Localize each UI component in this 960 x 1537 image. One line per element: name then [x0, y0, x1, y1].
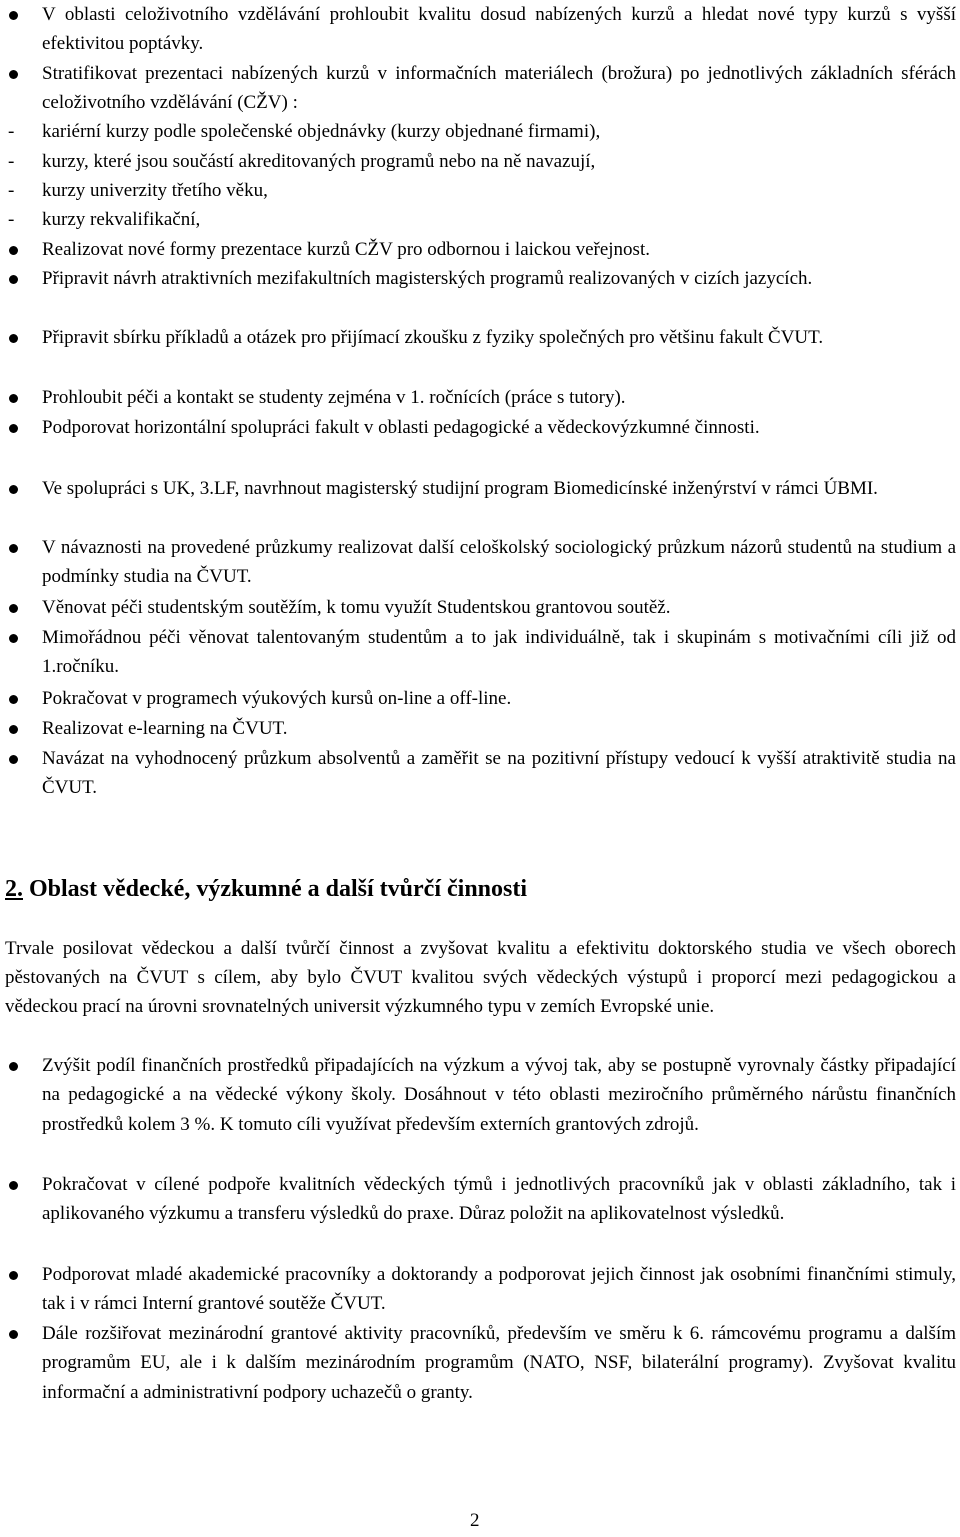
sub-list-item: [8, 117, 948, 146]
list-item: Pokračovat v cílené podpoře kvalitních vědeckých týmů i jednotlivých pracovníků jak v oblasti základního, tak i aplikovaného výzkumu a transferu výsledků do praxe. Důraz položit na aplikovatelnost výsledků.: [42, 1170, 956, 1229]
dash-marker: -: [8, 121, 15, 142]
sub-list-item-text: kurzy rekvalifikační,: [42, 209, 201, 230]
list-item: V návaznosti na provedené průzkumy realizovat další celoškolský sociologický průzkum názorů studentů na studium a podmínky studia na ČVUT.: [42, 533, 956, 592]
list-item: Podporovat horizontální spolupráci fakult v oblasti pedagogické a vědeckovýzkumné činnosti.: [42, 413, 956, 442]
list-item: Pokračovat v programech výukových kursů on-line a off-line.: [42, 684, 956, 713]
sub-list-item-text: kurzy univerzity třetího věku,: [42, 180, 268, 201]
sub-list-item: [8, 147, 948, 176]
list-item: Realizovat e-learning na ČVUT.: [42, 714, 956, 743]
sub-list-item-text: kurzy, které jsou součástí akreditovaných programů nebo na ně navazují,: [42, 151, 596, 172]
list-item: Ve spolupráci s UK, 3.LF, navrhnout magisterský studijní program Biomedicínské inženýrství v rámci ÚBMI.: [42, 474, 956, 503]
dash-marker: -: [8, 180, 15, 201]
dash-marker: -: [8, 151, 15, 172]
section-heading: [5, 869, 527, 909]
list-item: Zvýšit podíl finančních prostředků připadajících na výzkum a vývoj tak, aby se postupně vyrovnaly částky připadající na pedagogické a na vědecké výkony školy. Dosáhnout v této oblasti meziročního průměrného nárůstu finančních prostředků kolem 3 %. K tomuto cíli využívat především externích grantových zdrojů.: [42, 1051, 956, 1139]
list-item: Realizovat nové formy prezentace kurzů CŽV pro odbornou i laickou veřejnost.: [42, 235, 956, 264]
section-number: 2.: [5, 876, 23, 902]
list-item: V oblasti celoživotního vzdělávání prohloubit kvalitu dosud nabízených kurzů a hledat nové typy kurzů s vyšší efektivitou poptávky.: [42, 0, 956, 59]
list-item: Věnovat péči studentským soutěžím, k tomu využít Studentskou grantovou soutěž.: [42, 593, 956, 622]
section-title: Oblast vědecké, výzkumné a další tvůrčí činnosti: [23, 876, 528, 902]
list-item: Prohloubit péči a kontakt se studenty zejména v 1. ročnících (práce s tutory).: [42, 383, 956, 412]
sub-list-item: [8, 176, 948, 205]
list-item: Připravit sbírku příkladů a otázek pro přijímací zkoušku z fyziky společných pro většinu fakult ČVUT.: [42, 323, 956, 352]
list-item: Podporovat mladé akademické pracovníky a doktorandy a podporovat jejich činnost jak osobními finančními stimuly, tak i v rámci Interní grantové soutěže ČVUT.: [42, 1260, 956, 1319]
sub-list-item: [8, 205, 948, 234]
section-intro: Trvale posilovat vědeckou a další tvůrčí činnost a zvyšovat kvalitu a efektivitu doktorského studia ve všech oborech pěstovaných na ČVUT s cílem, aby bylo ČVUT kvalitou svých vědeckých výstupů i proporcí mezi pedagogickou a vědeckou prací na úrovni srovnatelných universit výzkumného typu v zemích Evropské unie.: [5, 938, 956, 1017]
list-item: Mimořádnou péči věnovat talentovaným studentům a to jak individuálně, tak i skupinám s motivačními cíli již od 1.ročníku.: [42, 623, 956, 682]
page-number: 2: [470, 1510, 480, 1531]
sub-list-item-text: kariérní kurzy podle společenské objednávky (kurzy objednané firmami),: [42, 121, 601, 142]
list-item: Dále rozšiřovat mezinárodní grantové aktivity pracovníků, především ve směru k 6. rámcovému programu a dalším programům EU, ale i k dalším mezinárodním programům (NATO, NSF, bilaterální programy). Zvyšovat kvalitu informační a administrativní podpory uchazečů o granty.: [42, 1319, 956, 1407]
dash-marker: -: [8, 209, 15, 230]
list-item: Navázat na vyhodnocený průzkum absolventů a zaměřit se na pozitivní přístupy vedoucí k vyšší atraktivitě studia na ČVUT.: [42, 744, 956, 803]
list-item: Stratifikovat prezentaci nabízených kurzů v informačních materiálech (brožura) po jednotlivých základních sférách celoživotního vzdělávání (CŽV) :: [42, 59, 956, 118]
list-item: Připravit návrh atraktivních mezifakultních magisterských programů realizovaných v cizích jazycích.: [42, 264, 956, 293]
